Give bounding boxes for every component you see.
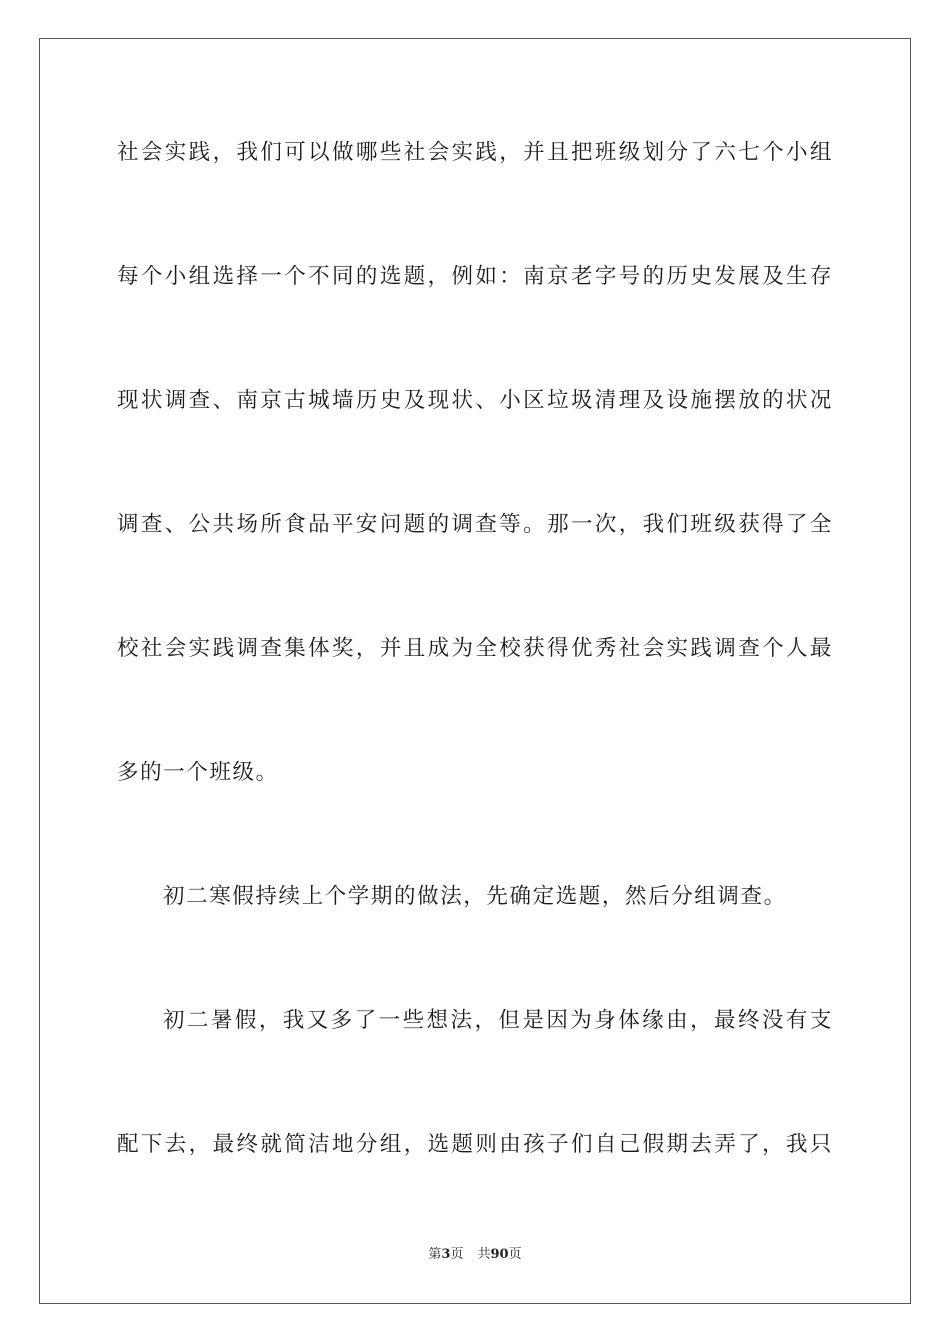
page-footer xyxy=(0,1246,950,1264)
paragraph-line: 校社会实践调查集体奖，并且成为全校获得优秀社会实践调查个人最 xyxy=(117,636,833,661)
total-pages: 90 xyxy=(490,1247,509,1262)
paragraph-line: 每个小组选择一个不同的选题，例如：南京老字号的历史发展及生存 xyxy=(117,264,833,289)
paragraph-line: 初二寒假持续上个学期的做法，先确定选题，然后分组调查。 xyxy=(163,884,787,909)
paragraph-line: 现状调查、南京古城墙历史及现状、小区垃圾清理及设施摆放的状况 xyxy=(117,388,833,413)
total-label-prefix: 共 xyxy=(477,1247,491,1262)
page-border xyxy=(39,38,911,1304)
paragraph-line: 调查、公共场所食品平安问题的调查等。那一次，我们班级获得了全 xyxy=(117,512,833,537)
paragraph-line: 社会实践，我们可以做哪些社会实践，并且把班级划分了六七个小组 xyxy=(117,140,833,165)
paragraph-line: 配下去，最终就简洁地分组，选题则由孩子们自己假期去弄了，我只 xyxy=(117,1132,833,1157)
page-number: 3 xyxy=(441,1247,451,1262)
paragraph-line: 多的一个班级。 xyxy=(117,760,279,785)
total-label-suffix: 页 xyxy=(508,1247,522,1262)
page-label-prefix: 第 xyxy=(428,1247,442,1262)
page-label-suffix: 页 xyxy=(450,1247,464,1262)
paragraph-line: 初二暑假，我又多了一些想法，但是因为身体缘由，最终没有支 xyxy=(163,1008,833,1033)
